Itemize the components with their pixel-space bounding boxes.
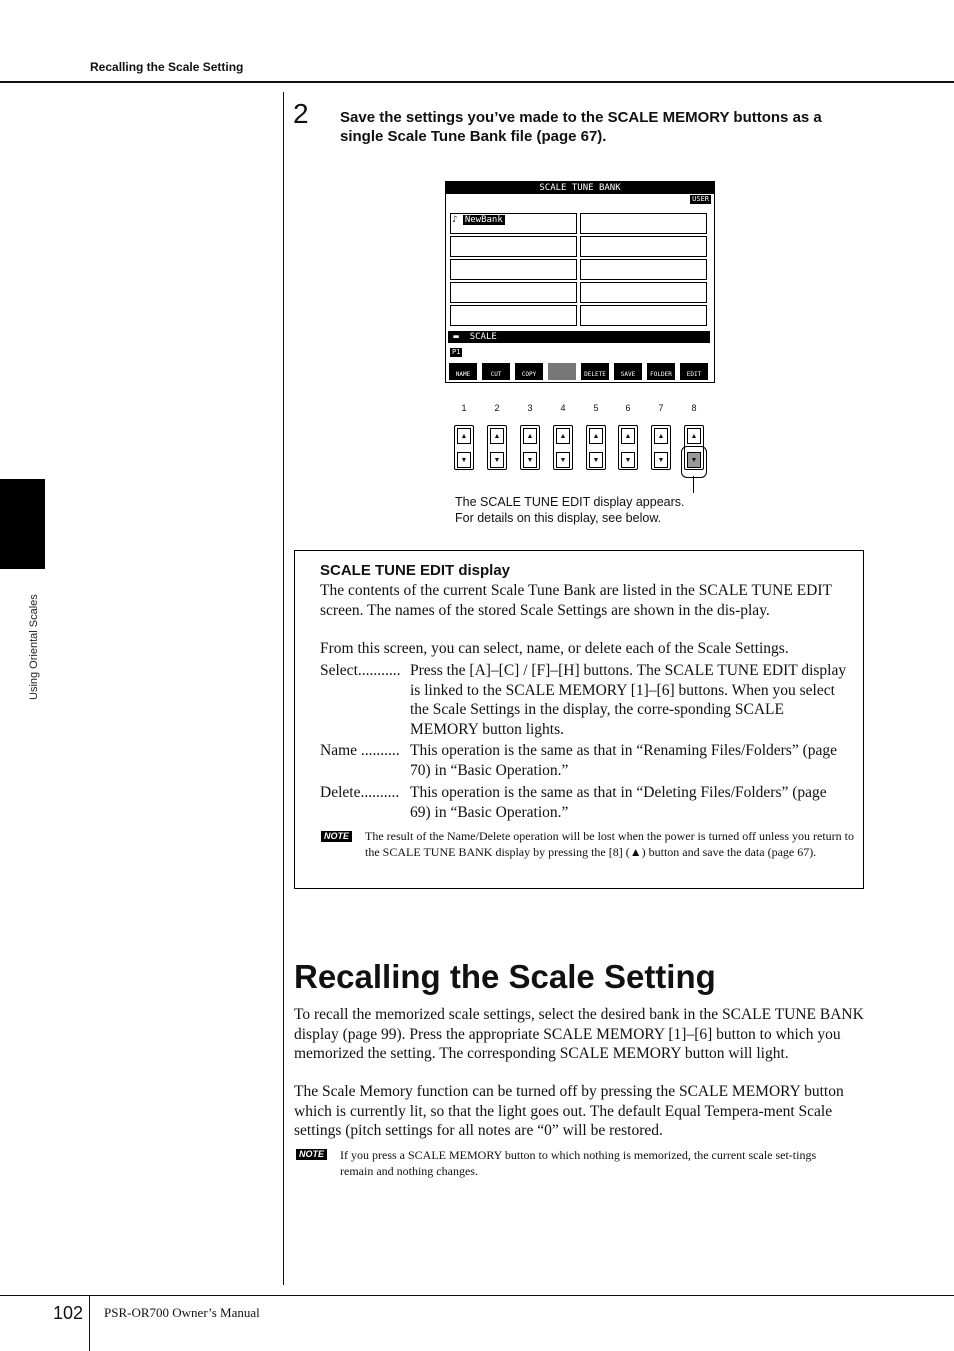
step-text: Save the settings you’ve made to the SCALE MEMORY buttons as a single Scale Tune Bank file (page 67).	[340, 109, 822, 145]
file-slot	[580, 305, 707, 326]
up-arrow-button: ▲	[687, 428, 701, 444]
panel-button-pair-7	[651, 425, 671, 470]
info-box-intro-2: From this screen, you can select, name, or delete each of the Scale Settings.	[320, 640, 789, 657]
callout-line-2: For details on this display, see below.	[455, 511, 662, 525]
column-rule	[283, 92, 284, 1285]
section-paragraph-1: To recall the memorized scale settings, select the desired bank in the SCALE TUNE BANK display (page 99). Press the appropriate SCALE MEMORY [1]–[6] button to which you memorized the setting. The corresponding SCALE MEMORY button will light.	[294, 1006, 864, 1062]
file-slot	[580, 213, 707, 234]
panel-button-pair-6	[618, 425, 638, 470]
folder-bar	[448, 331, 710, 343]
note-icon: NOTE	[296, 1149, 327, 1160]
button-number: 8	[691, 403, 697, 413]
screen-button-blank	[548, 363, 576, 380]
info-box-intro: The contents of the current Scale Tune Bank are listed in the SCALE TUNE EDIT screen. The names of the stored Scale Settings are shown in the dis-play.	[320, 582, 832, 619]
panel-button-pair-3	[520, 425, 540, 470]
button-number: 2	[494, 403, 500, 413]
file-slot	[580, 282, 707, 303]
panel-button-pair-1	[454, 425, 474, 470]
folder-icon: ▬	[448, 332, 470, 342]
page-number: 102	[53, 1303, 84, 1323]
file-slot	[450, 259, 577, 280]
down-arrow-button: ▼	[556, 452, 570, 468]
button-number: 1	[461, 403, 467, 413]
file-slot	[580, 236, 707, 257]
callout-line-1: The SCALE TUNE EDIT display appears.	[455, 495, 685, 509]
callout-highlight	[681, 446, 707, 478]
definition-desc-delete: This operation is the same as that in “Deleting Files/Folders” (page 69) in “Basic Operation.”	[410, 784, 827, 821]
running-header: Recalling the Scale Setting	[90, 60, 244, 74]
scale-tune-bank-screen	[445, 181, 715, 383]
up-arrow-button: ▲	[457, 428, 471, 444]
file-slot	[450, 236, 577, 257]
up-arrow-button: ▲	[654, 428, 668, 444]
down-arrow-button: ▼	[654, 452, 668, 468]
manual-title: PSR-OR700 Owner’s Manual	[104, 1305, 260, 1320]
button-number: 6	[625, 403, 631, 413]
footer-rule	[0, 1295, 954, 1296]
button-number: 7	[658, 403, 664, 413]
page-indicator: P1	[452, 348, 461, 356]
file-slot	[580, 259, 707, 280]
definition-term-select: Select...........	[320, 662, 401, 679]
info-box-heading: SCALE TUNE EDIT display	[320, 562, 511, 579]
definition-desc-select: Press the [A]–[C] / [F]–[H] buttons. The SCALE TUNE EDIT display is linked to the SCALE MEMORY [1]–[6] buttons. When you select the Scale Settings in the display, the corre-sponding SCALE MEMORY button lights.	[410, 662, 847, 738]
up-arrow-button: ▲	[490, 428, 504, 444]
panel-button-pair-4	[553, 425, 573, 470]
screen-button-delete: DELETE	[581, 363, 609, 380]
definition-desc-name: This operation is the same as that in “Renaming Files/Folders” (page 70) in “Basic Operation.”	[410, 742, 838, 779]
down-arrow-button-highlighted: ▼	[687, 452, 701, 468]
step-number: 2	[293, 98, 309, 129]
callout-text	[455, 494, 685, 526]
definition-term-name: Name ..........	[320, 742, 400, 759]
note-icon: NOTE	[321, 831, 352, 842]
bank-file-item	[452, 215, 505, 225]
section-title: Recalling the Scale Setting	[294, 958, 716, 995]
screen-button-edit: EDIT	[680, 363, 708, 380]
down-arrow-button: ▼	[523, 452, 537, 468]
screen-title: SCALE TUNE BANK	[446, 182, 714, 194]
side-tab-label: Using Oriental Scales	[28, 594, 40, 700]
panel-button-pair-2	[487, 425, 507, 470]
file-slot	[450, 305, 577, 326]
button-number: 3	[527, 403, 533, 413]
screen-button-save: SAVE	[614, 363, 642, 380]
up-arrow-button: ▲	[523, 428, 537, 444]
definition-term-delete: Delete..........	[320, 784, 400, 801]
screen-user-tab: USER	[692, 195, 709, 203]
section-paragraph-2: The Scale Memory function can be turned off by pressing the SCALE MEMORY button which is currently lit, so that the light goes out. The default Equal Tempera-ment Scale settings (pitch settings for all notes are “0” will be restored.	[294, 1083, 844, 1139]
screen-button-folder: FOLDER	[647, 363, 675, 380]
up-arrow-button: ▲	[589, 428, 603, 444]
file-slot	[450, 282, 577, 303]
folder-name: SCALE	[469, 332, 497, 342]
section-note: If you press a SCALE MEMORY button to which nothing is memorized, the current scale set-tings remain and nothing changes.	[340, 1148, 817, 1178]
down-arrow-button: ▼	[621, 452, 635, 468]
button-number: 5	[593, 403, 599, 413]
up-arrow-button: ▲	[621, 428, 635, 444]
button-number: 4	[560, 403, 566, 413]
side-tab	[0, 479, 45, 569]
screen-button-name: NAME	[449, 363, 477, 380]
screen-button-copy: COPY	[515, 363, 543, 380]
down-arrow-button: ▼	[457, 452, 471, 468]
panel-button-pair-5	[586, 425, 606, 470]
screen-button-cut: CUT	[482, 363, 510, 380]
down-arrow-button: ▼	[589, 452, 603, 468]
bank-file-name: NewBank	[464, 215, 503, 225]
down-arrow-button: ▼	[490, 452, 504, 468]
bank-file-icon: ♪	[452, 215, 463, 225]
footer-divider	[89, 1296, 90, 1351]
up-arrow-button: ▲	[556, 428, 570, 444]
callout-line	[693, 476, 694, 493]
info-box-note: The result of the Name/Delete operation will be lost when the power is turned off unless you return to the SCALE TUNE BANK display by pressing the [8] (▲) button and save the data (page 67).	[365, 829, 854, 859]
header-rule	[0, 81, 954, 83]
